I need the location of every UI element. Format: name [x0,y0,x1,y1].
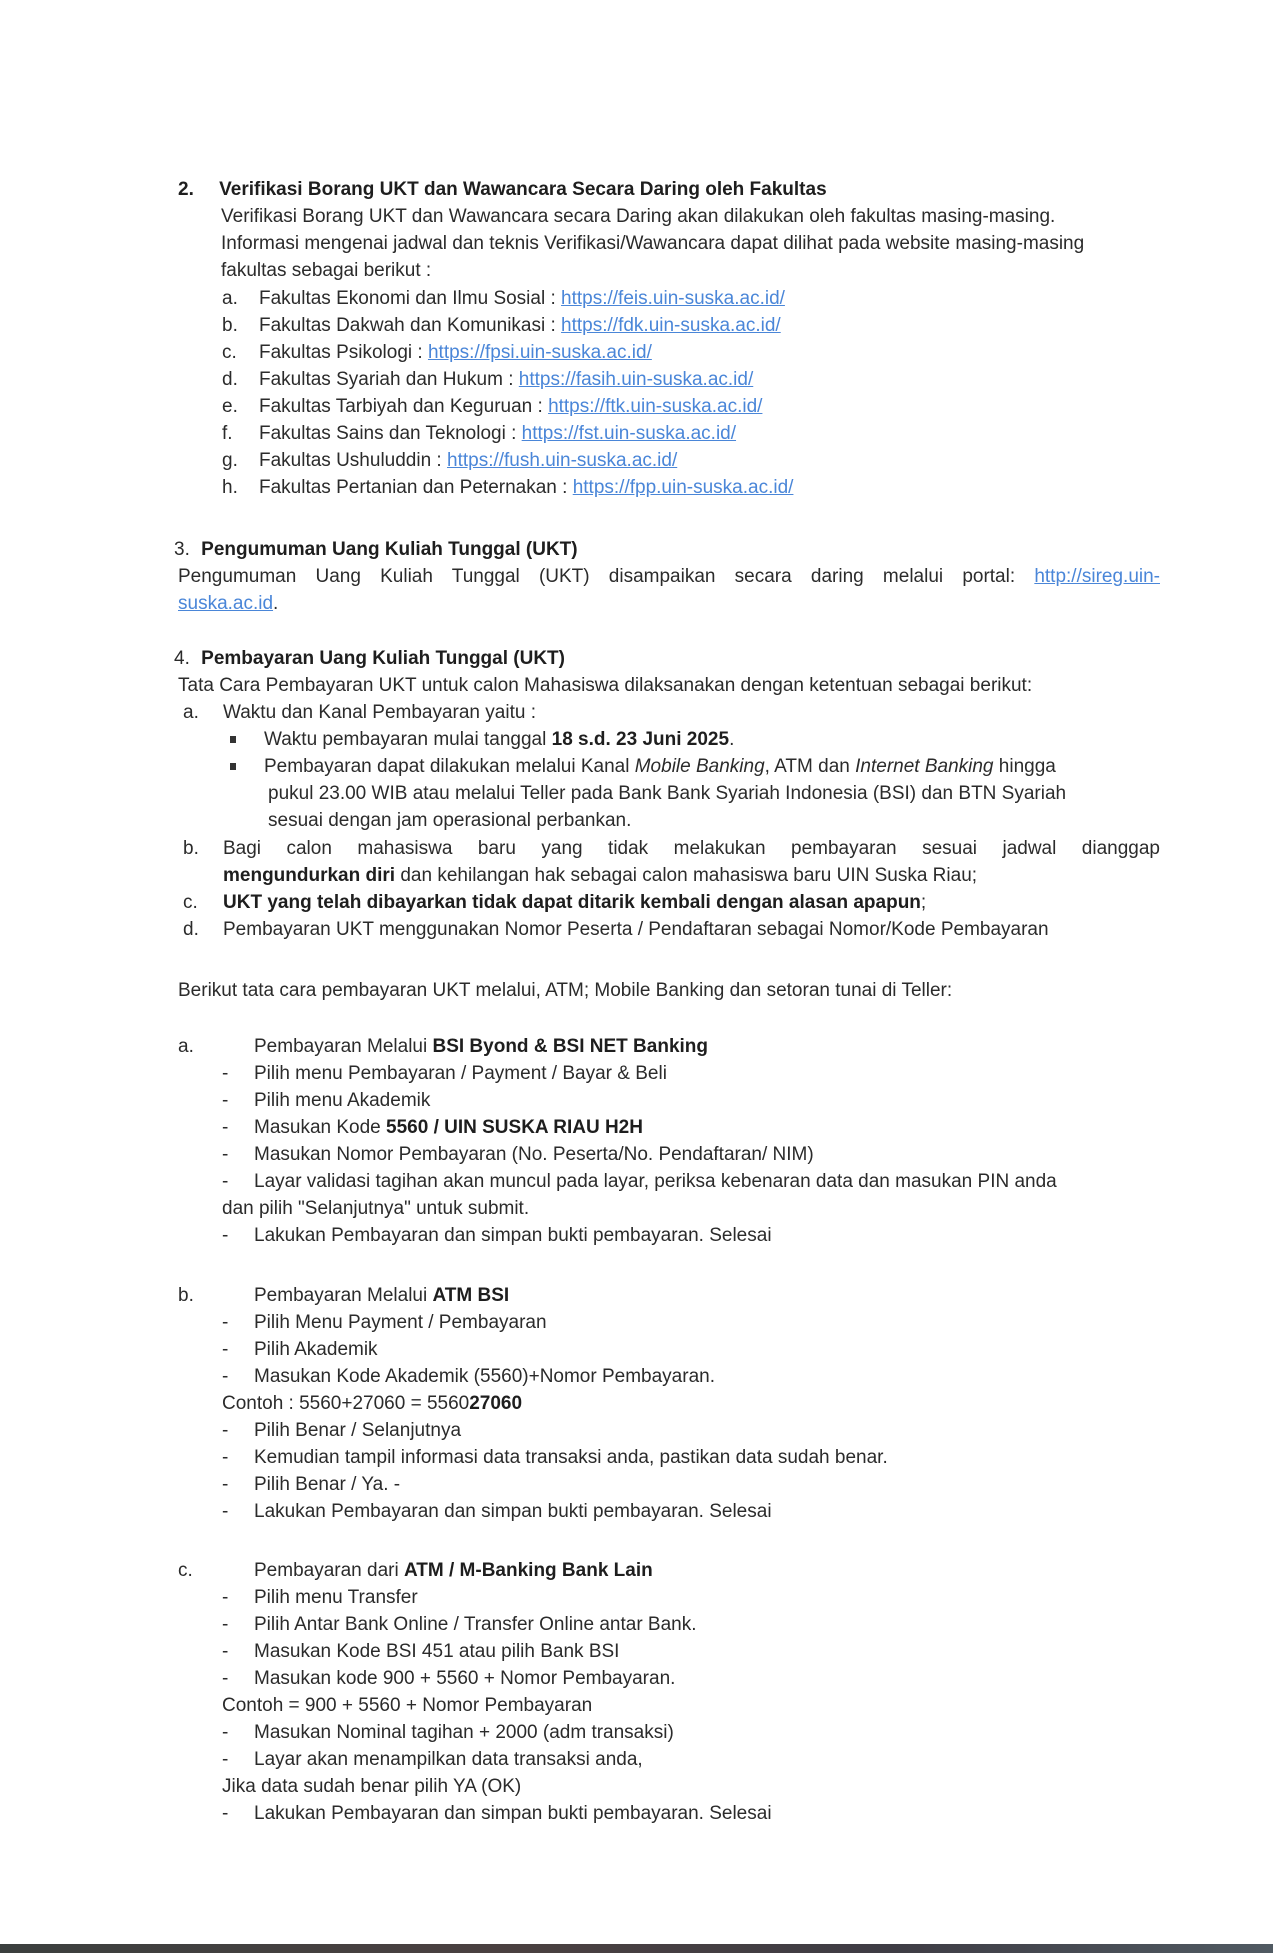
step-item [222,1309,547,1336]
step-text: Masukan Kode Akademik (5560)+Nomor Pembayaran. [254,1366,715,1387]
emphasis-text: UKT yang telah dibayarkan tidak dapat ditarik kembali dengan alasan apapun [223,892,921,913]
note-line: Jika data sudah benar pilih YA (OK) [222,1776,522,1797]
faculty-name: Fakultas Psikologi : [259,342,423,363]
step-text: Layar validasi tagihan akan muncul pada layar, periksa kebenaran data dan masukan PIN anda [254,1171,1057,1192]
dash-icon: - [222,1587,229,1608]
section-title: Verifikasi Borang UKT dan Wawancara Secara Daring oleh Fakultas [219,179,827,200]
dash-icon: - [222,1474,229,1495]
step-item [222,1498,772,1525]
example-line [222,1390,522,1417]
faculty-item [222,474,793,501]
method-a-heading [178,1033,708,1060]
dash-icon: - [222,1225,229,1246]
dash-icon: - [222,1614,229,1635]
faculty-link[interactable]: https://feis.uin-suska.ac.id/ [561,288,785,309]
step-item [222,1168,1057,1195]
dash-icon: - [222,1312,229,1333]
faculty-item [222,393,762,420]
faculty-letter: a. [222,288,238,309]
faculty-link[interactable]: https://fst.uin-suska.ac.id/ [521,423,737,444]
sireg-link[interactable]: http://sireg.uin- [1034,566,1160,587]
faculty-name: Fakultas Ushuluddin : [259,450,442,471]
example-line: Contoh = 900 + 5560 + Nomor Pembayaran [222,1695,593,1716]
step-text: Kemudian tampil informasi data transaksi anda, pastikan data sudah benar. [254,1447,888,1468]
section-4-item-b-text: Bagi calon mahasiswa baru yang tidak melakukan pembayaran sesuai jadwal dianggap [223,838,1160,859]
step-item [222,1363,715,1390]
step-text: Masukan Nomor Pembayaran (No. Peserta/No. Pendaftaran/ NIM) [254,1144,814,1165]
step-text: Masukan Kode [254,1117,387,1138]
step-item [222,1141,814,1168]
channel-mobile-banking: Mobile Banking [634,756,765,777]
step-text: Masukan kode 900 + 5560 + Nomor Pembayaran. [254,1668,676,1689]
faculty-item [222,420,736,447]
dash-icon: - [222,1641,229,1662]
dash-icon: - [222,1366,229,1387]
faculty-item [222,339,652,366]
bullet-icon [230,736,236,743]
faculty-link[interactable]: https://fdk.uin-suska.ac.id/ [561,315,781,336]
step-text: Lakukan Pembayaran dan simpan bukti pembayaran. Selesai [254,1225,772,1246]
section-2-paragraph-line: Verifikasi Borang UKT dan Wawancara secara Daring akan dilakukan oleh fakultas masing-masing. [221,206,1056,227]
step-text: Lakukan Pembayaran dan simpan bukti pembayaran. Selesai [254,1501,772,1522]
bullet-item-cont: sesuai dengan jam operasional perbankan. [268,810,632,831]
bullet-text: , ATM dan [764,756,856,777]
sireg-link-cont[interactable]: suska.ac.id [178,593,274,614]
punctuation: . [273,593,279,614]
section-4-heading [174,645,565,672]
section-4-item-d [183,916,1049,943]
item-text: Pembayaran UKT menggunakan Nomor Peserta / Pendaftaran sebagai Nomor/Kode Pembayaran [223,919,1049,940]
section-title: Pengumuman Uang Kuliah Tunggal (UKT) [201,539,578,560]
dash-icon: - [222,1420,229,1441]
example-number: 27060 [469,1393,523,1414]
faculty-letter: e. [222,396,238,417]
section-2-paragraph-line: Informasi mengenai jadwal dan teknis Verifikasi/Wawancara dapat dilihat pada website masing-masing [221,233,1085,254]
section-2-paragraph-line: fakultas sebagai berikut : [221,260,432,281]
step-text: Pilih menu Akademik [254,1090,431,1111]
faculty-name: Fakultas Ekonomi dan Ilmu Sosial : [259,288,556,309]
bullet-text: hingga [993,756,1056,777]
section-3-text-cont [178,590,278,617]
method-channel: ATM / M-Banking Bank Lain [403,1560,653,1581]
section-4-intro: Tata Cara Pembayaran UKT untuk calon Mahasiswa dilaksanakan dengan ketentuan sebagai berikut: [178,675,1033,696]
method-c-heading [178,1557,653,1584]
step-text: Pilih Akademik [254,1339,378,1360]
faculty-name: Fakultas Sains dan Teknologi : [259,423,517,444]
payment-code: 5560 / UIN SUSKA RIAU H2H [386,1117,643,1138]
faculty-link[interactable]: https://fush.uin-suska.ac.id/ [447,450,678,471]
step-item [222,1087,430,1114]
step-text: Pilih Menu Payment / Pembayaran [254,1312,547,1333]
channel-internet-banking: Internet Banking [855,756,994,777]
step-item [222,1060,667,1087]
faculty-name: Fakultas Tarbiyah dan Keguruan : [259,396,543,417]
step-item [222,1222,772,1249]
item-letter: c. [183,892,198,913]
faculty-link[interactable]: https://ftk.uin-suska.ac.id/ [548,396,763,417]
dash-icon: - [222,1501,229,1522]
section-number: 4. [174,648,190,669]
item-letter: a. [178,1036,194,1057]
item-letter: d. [183,919,199,940]
step-text: Masukan Kode BSI 451 atau pilih Bank BSI [254,1641,620,1662]
step-item [222,1719,674,1746]
step-item [222,1800,772,1827]
item-letter: b. [183,838,199,859]
bullet-text: Waktu pembayaran mulai tanggal [264,729,552,750]
method-title: Pembayaran Melalui [254,1036,433,1057]
faculty-name: Fakultas Dakwah dan Komunikasi : [259,315,556,336]
dash-icon: - [222,1339,229,1360]
step-item [222,1665,675,1692]
dash-icon: - [222,1117,229,1138]
faculty-link[interactable]: https://fpsi.uin-suska.ac.id/ [427,342,652,363]
section-title: Pembayaran Uang Kuliah Tunggal (UKT) [201,648,565,669]
step-text: Pilih menu Pembayaran / Payment / Bayar & Beli [254,1063,667,1084]
method-title: Pembayaran dari [254,1560,404,1581]
faculty-letter: h. [222,477,238,498]
step-item [222,1444,888,1471]
item-letter: a. [183,702,199,723]
announcement-text: Pengumuman Uang Kuliah Tunggal (UKT) disampaikan secara daring melalui portal: [178,566,1016,587]
faculty-item [222,285,785,312]
dash-icon: - [222,1722,229,1743]
step-item [222,1471,400,1498]
step-text: Pilih Benar / Selanjutnya [254,1420,462,1441]
step-item-cont: dan pilih "Selanjutnya" untuk submit. [222,1198,530,1219]
step-item [222,1417,461,1444]
faculty-letter: g. [222,450,238,471]
methods-intro: Berikut tata cara pembayaran UKT melalui, ATM; Mobile Banking dan setoran tunai di Teller: [178,980,953,1001]
faculty-letter: b. [222,315,238,336]
dash-icon: - [222,1668,229,1689]
faculty-item [222,366,753,393]
step-text: Masukan Nominal tagihan + 2000 (adm transaksi) [254,1722,674,1743]
faculty-item [222,312,781,339]
dash-icon: - [222,1749,229,1770]
bullet-item-cont: pukul 23.00 WIB atau melalui Teller pada Bank Bank Syariah Indonesia (BSI) dan BTN Syariah [268,783,1067,804]
bullet-item [230,726,734,753]
dash-icon: - [222,1171,229,1192]
faculty-letter: d. [222,369,238,390]
step-item [222,1746,643,1773]
method-channel: ATM BSI [432,1285,510,1306]
section-3-heading [174,536,578,563]
emphasis-text: mengundurkan diri [223,865,396,886]
punctuation: ; [920,892,927,913]
example-text: Contoh : 5560+27060 = 5560 [222,1393,470,1414]
bullet-icon [230,763,236,770]
step-text: Pilih menu Transfer [254,1587,418,1608]
item-letter: c. [178,1560,193,1581]
dash-icon: - [222,1803,229,1824]
section-4-item-b [183,835,223,862]
section-4-item-a [183,699,536,726]
step-item [222,1584,418,1611]
dash-icon: - [222,1447,229,1468]
step-text: Pilih Antar Bank Online / Transfer Online antar Bank. [254,1614,697,1635]
dash-icon: - [222,1144,229,1165]
dash-icon: - [222,1090,229,1111]
faculty-link[interactable]: https://fasih.uin-suska.ac.id/ [518,369,754,390]
section-2-heading [178,176,827,203]
section-3-text [178,563,1160,590]
payment-date-range: 18 s.d. 23 Juni 2025 [551,729,730,750]
section-number: 3. [174,539,190,560]
faculty-letter: c. [222,342,237,363]
step-item [222,1336,378,1363]
bullet-text: Pembayaran dapat dilakukan melalui Kanal [264,756,635,777]
step-item [222,1611,697,1638]
step-text: Pilih Benar / Ya. - [254,1474,401,1495]
step-item [222,1114,643,1141]
method-title: Pembayaran Melalui [254,1285,433,1306]
item-letter: b. [178,1285,194,1306]
faculty-name: Fakultas Pertanian dan Peternakan : [259,477,568,498]
item-text: dan kehilangan hak sebagai calon mahasiswa baru UIN Suska Riau; [395,865,978,886]
faculty-item [222,447,677,474]
section-4-item-b-cont [223,862,977,889]
faculty-link[interactable]: https://fpp.uin-suska.ac.id/ [572,477,794,498]
method-b-heading [178,1282,509,1309]
faculty-name: Fakultas Syariah dan Hukum : [259,369,514,390]
method-channel: BSI Byond & BSI NET Banking [432,1036,709,1057]
punctuation: . [729,729,735,750]
faculty-letter: f. [222,423,233,444]
section-4-item-c [183,889,926,916]
step-text: Lakukan Pembayaran dan simpan bukti pembayaran. Selesai [254,1803,772,1824]
bullet-item [230,753,1056,780]
dash-icon: - [222,1063,229,1084]
scan-edge-bar [0,1944,1273,1953]
step-item [222,1638,619,1665]
item-text: Waktu dan Kanal Pembayaran yaitu : [223,702,536,723]
section-number: 2. [178,179,194,200]
step-text: Layar akan menampilkan data transaksi anda, [254,1749,643,1770]
